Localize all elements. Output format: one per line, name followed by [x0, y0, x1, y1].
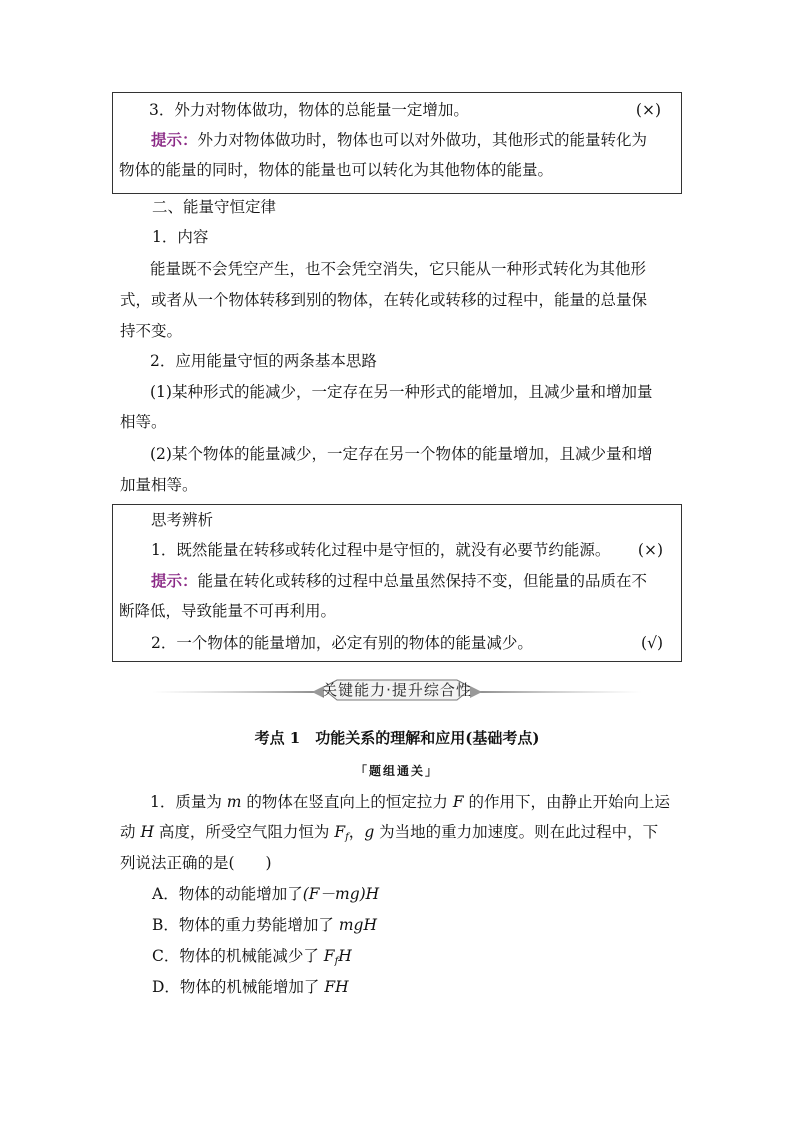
option-b: B．物体的重力势能增加了 mgH	[152, 916, 377, 934]
question-1-line-1: 1．质量为 m 的物体在竖直向上的恒定拉力 F 的作用下，由静止开始向上运	[150, 793, 671, 811]
item1-line2: 式，或者从一个物体转移到别的物体，在转化或转移的过程中，能量的总量保	[120, 291, 648, 309]
answer-mark: (×)	[635, 101, 661, 119]
hint-box-1	[112, 92, 682, 194]
item1-line1: 能量既不会凭空产生，也不会凭空消失，它只能从一种形式转化为其他形	[150, 260, 647, 278]
option-c: C．物体的机械能减少了 $F_fH$	[152, 947, 352, 967]
hint-label: 提示：	[151, 130, 198, 149]
thinking-hint-line-1: 提示：能量在转化或转移的过程中总量虽然保持不变，但能量的品质在不	[151, 571, 648, 590]
section-banner	[152, 678, 642, 702]
question-3: 3．外力对物体做功，物体的总能量一定增加。 (×)	[149, 101, 661, 119]
hint-line-2: 物体的能量的同时，物体的能量也可以转化为其他物体的能量。	[119, 161, 554, 179]
point2-line2: 加量相等。	[120, 476, 198, 494]
banner-title: 关键能力·提升综合性	[322, 681, 472, 699]
answer-mark: (√)	[641, 634, 663, 652]
question-1-line-3: 列说法正确的是( )	[120, 854, 272, 872]
point2-line1: (2)某个物体的能量减少，一定存在另一个物体的能量增加，且减少量和增	[150, 445, 653, 463]
answer-mark: (×)	[637, 541, 663, 559]
point1-line2: 相等。	[120, 413, 167, 431]
thinking-hint-line-2: 断降低，导致能量不可再利用。	[119, 602, 337, 620]
thinking-heading: 思考辨析	[151, 511, 214, 529]
question-1-line-2: 动 H 高度，所受空气阻力恒为 $F_f$，g 为当地的重力加速度。则在此过程中，下	[120, 823, 659, 843]
item1-line3: 持不变。	[120, 322, 183, 340]
point1-line1: (1)某种形式的能减少，一定存在另一种形式的能增加，且减少量和增加量	[150, 383, 653, 401]
hint-label: 提示：	[151, 571, 198, 590]
hint-line-1: 提示：外力对物体做功时，物体也可以对外做功，其他形式的能量转化为	[151, 130, 648, 149]
thinking-question-1: 1．既然能量在转移或转化过程中是守恒的，就没有必要节约能源。 (×)	[151, 541, 663, 559]
option-a: A．物体的动能增加了(F－mg)H	[152, 885, 380, 903]
thinking-box	[112, 504, 682, 662]
option-d: D．物体的机械能增加了 FH	[152, 978, 349, 996]
item2-title: 2．应用能量守恒的两条基本思路	[150, 352, 377, 370]
item1-title: 1．内容	[152, 228, 209, 246]
section-title: 二、能量守恒定律	[152, 198, 277, 216]
topic-subtitle: 「题组通关」	[354, 764, 439, 778]
thinking-question-2: 2．一个物体的能量增加，必定有别的物体的能量减少。 (√)	[151, 634, 663, 652]
topic-title: 考点 1 功能关系的理解和应用(基础考点)	[254, 729, 540, 747]
